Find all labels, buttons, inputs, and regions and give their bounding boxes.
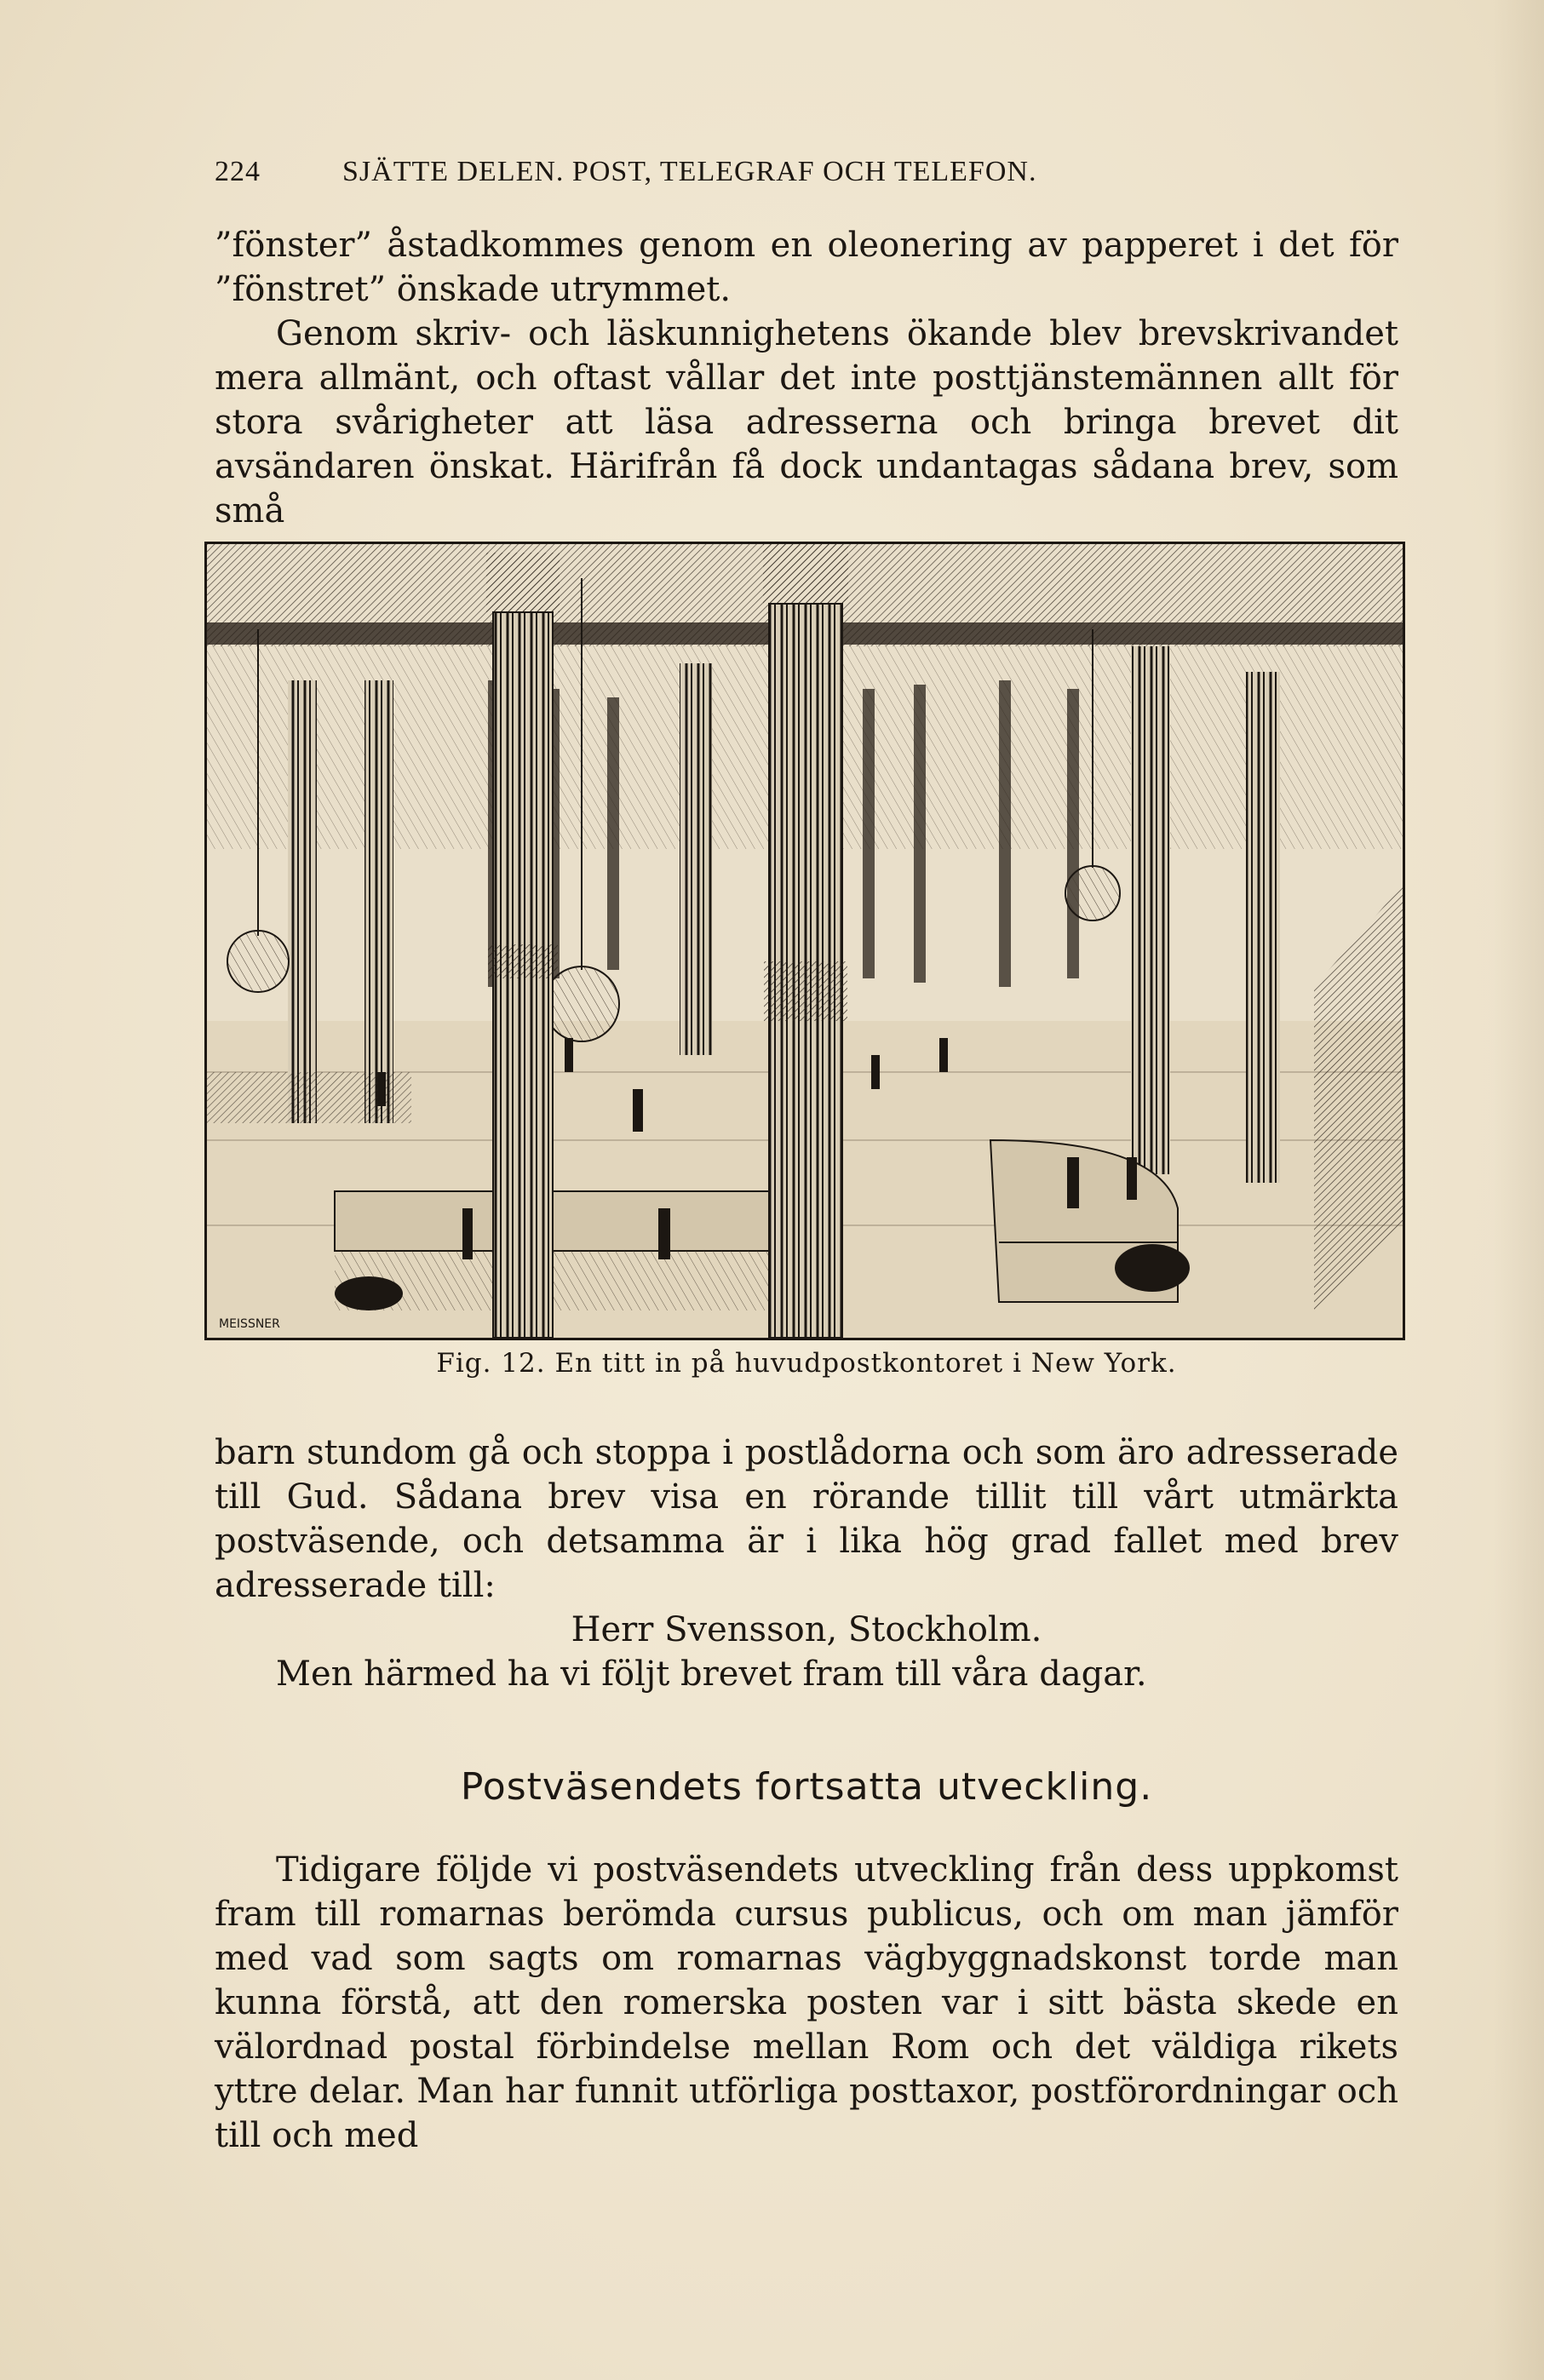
post-office-engraving	[207, 544, 1403, 1338]
foreground-column-left	[486, 553, 560, 1338]
text-block-bottom	[215, 1848, 1398, 2158]
running-header	[215, 156, 1398, 188]
figure-caption: Fig. 12. En titt in på huvudpostkontoret i New York.	[436, 1348, 1177, 1379]
address-line: Herr Svensson, Stockholm.	[571, 1610, 1042, 1649]
engraving-figure	[204, 542, 1405, 1340]
paragraph-cursus-publicus: Tidigare följde vi postväsendets utveckling från dess uppkomst fram till romarnas berömda cursus publicus, och om man jämför med vad som sagts om romarnas vägbyggnadskonst torde man kunna förstå, att den romerska posten var i sitt bästa skede en välordnad postal förbindelse mellan Rom och det väldiga rikets yttre delar. Man har funnit utförliga posttaxor, postförordningar och till och med	[215, 1850, 1398, 2155]
text-block-middle	[215, 1431, 1398, 1696]
foreground-column-center	[763, 544, 848, 1338]
running-title: SJÄTTE DELEN. POST, TELEGRAF OCH TELEFON.	[342, 156, 1037, 187]
paragraph-gud: barn stundom gå och stoppa i postlådorna och som äro adresserade till Gud. Sådana brev visa en rörande tillit till vårt utmärkta postväsende, och detsamma är i lika hög grad fallet med brev adresserade till:	[215, 1433, 1398, 1605]
closing-line: Men härmed ha vi följt brevet fram till våra dagar.	[276, 1655, 1147, 1694]
page-number: 224	[215, 156, 261, 187]
paragraph-fonster: ”fönster” åstadkommes genom en oleonering av papperet i det för ”fönstret” önskade utrymmet.	[215, 226, 1398, 309]
paragraph-skrivkunnighet: Genom skriv- och läskunnighetens ökande blev brevskrivandet mera allmänt, och oftast vållar det inte posttjänstemännen allt för stora svårigheter att läsa adresserna och bringa brevet dit avsändaren önskat. Härifrån få dock undantagas sådana brev, som små	[215, 314, 1398, 530]
page-fold-shadow	[1493, 0, 1544, 2380]
section-heading: Postväsendets fortsatta utveckling.	[460, 1765, 1153, 1809]
text-block-top	[215, 223, 1398, 533]
engraver-signature: MEISSNER	[219, 1317, 280, 1331]
